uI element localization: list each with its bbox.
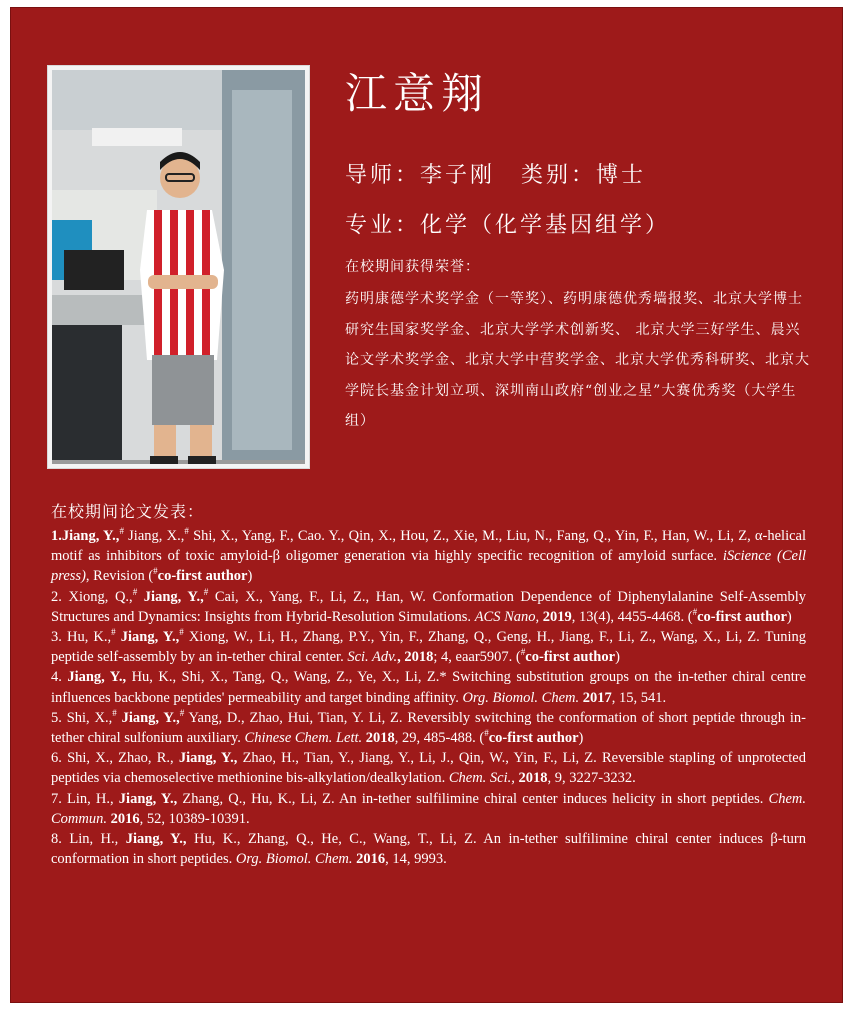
- honors-heading: 在校期间获得荣誉：: [345, 259, 480, 275]
- pub-journal: ACS Nano,: [474, 608, 540, 625]
- pub-number: 7.: [51, 790, 62, 807]
- pub-tail: , Revision (: [85, 568, 154, 585]
- pub-year: 2016: [107, 810, 140, 827]
- publications-list: [51, 526, 806, 869]
- major-label: 专业：: [345, 213, 421, 238]
- pub-end: ): [247, 568, 253, 585]
- pub-cofirst-mark: #: [112, 708, 117, 718]
- profile-poster: [10, 7, 843, 1003]
- pub-note: co-first author: [697, 608, 787, 625]
- pub-journal: Org. Biomol. Chem.: [235, 851, 353, 868]
- publication-item: [51, 708, 806, 748]
- pub-journal: Sci. Adv.: [347, 649, 398, 666]
- pub-cofirst-mark: #: [111, 627, 116, 638]
- pub-authors-pre: Lin, H.,: [61, 831, 119, 848]
- pub-cofirst-mark: #: [179, 627, 184, 638]
- pub-cofirst-mark: #: [132, 586, 138, 597]
- pub-author-highlight: Jiang, Y.,: [118, 831, 187, 848]
- pub-authors-pre: Hu, K.,: [61, 629, 112, 646]
- pub-note: co-first author: [525, 649, 616, 666]
- pub-authors-pre: Shi, X., Zhao, R.,: [61, 750, 174, 767]
- advisor-value: 李子刚: [420, 163, 496, 188]
- pub-journal: Org. Biomol. Chem.: [462, 689, 580, 706]
- pub-body: Zhao, H., Tian, Y., Jiang, Y., Li, J., Qin, W., Yin, F., Li, Z. Reversible stapling of unprotected peptides via chemoselective methionine bis-alkylation/dealkylation.: [51, 750, 806, 787]
- pub-body: Cai, X., Yang, F., Li, Z., Han, W. Conformation Dependence of Diphenylalanine Self-Assembly Structures and Dynamics: Insights from Hybrid-Resolution Simulations.: [51, 588, 806, 625]
- pub-body: Hu, K., Shi, X., Tang, Q., Wang, Z., Ye, X., Li, Z.* Switching substitution groups on the in-tether chiral centre influences backbone peptides' permeability and target binding affinity.: [51, 669, 806, 706]
- pub-end: ): [786, 608, 792, 625]
- pub-cofirst-mark: #: [119, 526, 124, 537]
- pub-end: ): [615, 649, 620, 666]
- pub-number: 3.: [51, 629, 62, 646]
- portrait-image: [52, 70, 305, 464]
- publication-item: [51, 587, 806, 627]
- pub-authors-pre: Xiong, Q.,: [61, 588, 133, 605]
- advisor-category-line: [345, 158, 646, 189]
- pub-year: 2018: [362, 730, 395, 747]
- pub-note-mark: #: [520, 647, 526, 658]
- pub-body: Hu, K., Zhang, Q., He, C., Wang, T., Li, Z. An in-tether sulfilimine chiral center induces β-turn conformation in short peptides.: [51, 831, 806, 868]
- publication-item: [51, 829, 806, 869]
- pub-body: Xiong, W., Li, H., Zhang, P.Y., Yin, F., Zhang, Q., Geng, H., Jiang, F., Li, Z., Wang, X., Li, Z. Tuning peptide self-assembly by an in-tether chiral center.: [51, 629, 807, 666]
- pub-year: 2019: [539, 608, 572, 625]
- publication-item: [51, 789, 806, 829]
- pub-tail: , 14, 9993.: [385, 851, 447, 868]
- major-line: [345, 208, 670, 239]
- honors-text: 药明康德学术奖学金（一等奖）、药明康德优秀墙报奖、北京大学博士研究生国家奖学金、北京大学学术创新奖、 北京大学三好学生、晨兴论文学术奖学金、北京大学中营奖学金、北京大学优秀科研奖、北京大学院长基金计划立项、深圳南山政府“创业之星”大赛优秀奖（大学生组）: [345, 291, 810, 429]
- pub-note-mark: #: [692, 606, 698, 617]
- pub-journal: Chem. Commun.: [51, 790, 806, 827]
- pub-tail: , 9, 3227-3232.: [547, 770, 636, 787]
- advisor-label: 导师：: [345, 163, 421, 188]
- portrait-photo: [48, 66, 309, 468]
- pub-author-highlight: Jiang, Y.,: [116, 709, 180, 726]
- pub-author-highlight: Jiang, Y.,: [61, 528, 120, 544]
- pub-author-highlight: Jiang, Y.,: [113, 790, 178, 807]
- pub-journal: Chem. Sci.,: [448, 770, 515, 787]
- pub-body: Yang, D., Zhao, Hui, Tian, Y. Li, Z. Reversibly switching the conformation of short peptide through in-tether chiral sulfonium auxiliary.: [51, 709, 806, 747]
- pub-end: ): [578, 730, 584, 747]
- pub-year: 2016: [352, 851, 386, 868]
- pub-year: , 2018: [397, 649, 434, 666]
- pub-author-highlight: Jiang, Y.,: [115, 629, 180, 646]
- pub-cofirst-mark: #: [184, 526, 189, 537]
- pub-body: Shi, X., Yang, F., Cao. Y., Qin, X., Hou, Z., Xie, M., Liu, N., Fang, Q., Yin, F., Han, W., Li, Z, α-helical motif as inhibitors of toxic amyloid-β oligomer generation via highly specific recognition of amyloid surface.: [51, 528, 807, 565]
- pub-year: 2017: [579, 689, 612, 706]
- publication-item: [51, 667, 806, 707]
- pub-number: 1.: [51, 528, 62, 544]
- pub-journal: iScience (Cell press): [51, 548, 806, 585]
- pub-author-highlight: Jiang, Y.,: [67, 669, 127, 686]
- pub-number: 2.: [51, 588, 62, 605]
- pub-tail: , 13(4), 4455-4468. (: [571, 608, 693, 625]
- pub-tail: , 52, 10389-10391.: [139, 810, 250, 827]
- pub-note: co-first author: [157, 568, 248, 585]
- pub-year: 2018: [514, 770, 548, 787]
- category-label: 类别：: [521, 163, 597, 188]
- pub-authors-pre: Lin, H.,: [61, 790, 114, 807]
- pub-tail: ; 4, eaar5907. (: [433, 649, 521, 666]
- pub-number: 8.: [51, 831, 62, 848]
- pub-cofirst-mark: #: [179, 708, 185, 718]
- pub-authors: Jiang, X.,: [123, 528, 185, 544]
- pub-note: co-first author: [488, 730, 579, 747]
- pub-number: 4.: [51, 669, 62, 686]
- pub-number: 6.: [51, 750, 62, 767]
- pub-note-mark: #: [484, 728, 489, 739]
- pub-cofirst-mark: #: [203, 586, 209, 597]
- pub-tail: , 29, 485-488. (: [394, 730, 485, 747]
- pub-number: 5.: [51, 709, 62, 726]
- publication-item: [51, 627, 806, 667]
- publication-item: [51, 748, 806, 788]
- publications-heading: 在校期间论文发表：: [51, 502, 205, 521]
- pub-journal: Chinese Chem. Lett.: [244, 730, 363, 747]
- major-value: 化学（化学基因组学）: [420, 213, 671, 238]
- pub-author-highlight: Jiang, Y.,: [137, 588, 204, 605]
- pub-author-highlight: Jiang, Y.,: [173, 750, 238, 767]
- pub-authors-pre: Shi, X.,: [61, 709, 113, 726]
- category-value: 博士: [596, 163, 647, 188]
- publication-item: [51, 526, 806, 587]
- pub-note-mark: #: [153, 566, 158, 577]
- student-name: 江意翔: [345, 69, 490, 118]
- pub-body: Zhang, Q., Hu, K., Li, Z. An in-tether sulfilimine chiral center induces helicity in short peptides.: [177, 790, 769, 807]
- pub-tail: , 15, 541.: [611, 689, 667, 706]
